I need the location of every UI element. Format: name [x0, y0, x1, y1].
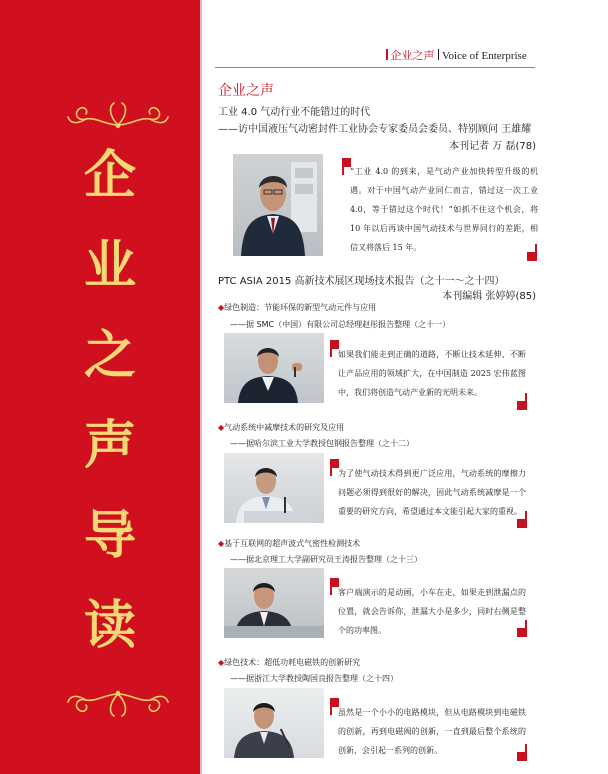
- report1-quote: 如果我们能走到正确的道路，不断让技术延伸、不断让产品应用的领域扩大，在中国制造 2025 宏伟蓝图中，我们将创造气动产业新的光明未来。: [338, 350, 526, 397]
- report1-source: ——据 SMC（中国）有限公司总经理赵彤报告整理（之十一）: [230, 320, 451, 329]
- title-char: 业: [83, 235, 136, 296]
- report2-source: ——据哈尔滨工业大学教授包钢报告整理（之十二）: [230, 439, 414, 448]
- report4-source: ——据浙江大学教授陶国良报告整理（之十四）: [230, 674, 398, 683]
- report4-quote: 虽然是一个小小的电路模块，但从电路模块到电磁铁的创新，再到电磁阀的创新，一直到最后整个系统的创新，会引起一系列的创新。: [338, 708, 526, 755]
- report1-topic: ◆绿色制造：节能环保的新型气动元件与应用: [218, 303, 377, 312]
- quote-corner-icon: [517, 628, 527, 637]
- report2-quote: 为了使气动技术得到更广泛应用，气动系统的摩擦力问题必须得到很好的解决，因此气动系统减摩是一个重要的研究方向，希望通过本文能引起大家的重视。: [338, 469, 526, 516]
- diamond-bullet-icon: ◆: [218, 658, 225, 667]
- article1-photo: [233, 154, 323, 256]
- article1-subtitle: ——访中国液压气动密封件工业协会专家委员会委员、特别顾问 王雄耀: [218, 124, 532, 135]
- ornament-top-icon: [66, 95, 170, 133]
- article1-quote: “工业 4.0 的到来，是气动产业加快转型升级的机遇。对于中国气动产业同仁而言，错过这一次工业 4.0，等于错过这个时代！”如抓不住这个机会，将 10 年以后再谈中国气动技术与世界同行的差距，相信又将落后 15 年。: [350, 167, 538, 252]
- ornament-bottom-icon: [66, 686, 170, 724]
- title-char: 声: [83, 415, 136, 476]
- report3-source: ——据北京理工大学副研究员王涛报告整理（之十三）: [230, 555, 422, 564]
- quote-corner-icon: [517, 752, 527, 761]
- article1-byline: 本刊记者 万 磊(78): [449, 141, 536, 152]
- report3-photo: [224, 568, 324, 638]
- header-divider: [215, 67, 535, 68]
- diamond-bullet-icon: ◆: [218, 539, 225, 548]
- section-title: 企业之声: [218, 83, 274, 99]
- report3-quote: 客户端演示的是动画，小车在走，如果走到泄漏点的位置，就会告诉你，泄漏大小是多少，同时右侧是整个的功率图。: [338, 588, 526, 635]
- quote-corner-icon: [527, 252, 537, 261]
- title-char: 导: [83, 505, 136, 566]
- quote-corner-icon: [517, 519, 527, 528]
- report2-photo: [224, 453, 324, 523]
- title-char: 企: [83, 145, 136, 206]
- article2-byline: 本刊编辑 张婷婷(85): [442, 291, 536, 302]
- diamond-bullet-icon: ◆: [218, 303, 225, 312]
- quote-corner-icon: [517, 401, 527, 410]
- sidebar: [0, 0, 202, 774]
- article1-title: 工业 4.0 气动行业不能错过的时代: [218, 107, 371, 118]
- page-header: [383, 47, 527, 63]
- report4-photo: [224, 688, 324, 758]
- article2-title: PTC ASIA 2015 高新技术展区现场技术报告（之十一～之十四）: [218, 276, 505, 287]
- title-char: 读: [83, 595, 136, 656]
- report4-topic: ◆绿色技术：超低功耗电磁铁的创新研究: [218, 658, 361, 667]
- report1-photo: [224, 333, 324, 403]
- title-char: 之: [83, 325, 136, 386]
- diamond-bullet-icon: ◆: [218, 423, 225, 432]
- report3-topic: ◆基于互联网的超声波式气密性检测技术: [218, 539, 361, 548]
- header-section-en: Voice of Enterprise: [442, 50, 527, 62]
- report2-topic: ◆气动系统中减摩技术的研究及应用: [218, 423, 345, 432]
- header-section-cn: 企业之声: [390, 50, 435, 62]
